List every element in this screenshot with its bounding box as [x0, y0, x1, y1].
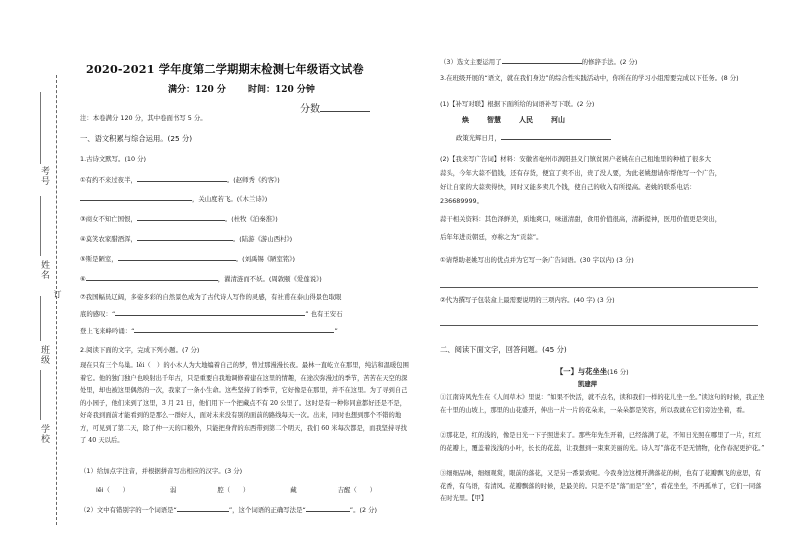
couplet-word: 人民 [519, 116, 533, 124]
q1-item-7-line-3: 登上飞来峰吟诵：“ ” [80, 327, 338, 335]
q3-2-line-6: 后年年进贡朝廷，亦称之为“贡蒜”。 [440, 233, 543, 241]
answer-blank[interactable] [177, 505, 229, 512]
q2-heading: 2.阅读下面的文字，完成下列小题。(7 分) [80, 346, 200, 354]
q1-item-7-line-1: ⑦我国幅员辽阔，多姿多彩的自然景色成为了古代诗人写作的灵感，有社甫在泰山得景色取眼 [80, 293, 342, 301]
answer-blank[interactable] [134, 326, 334, 333]
pinyin-item: 腔（ ） [217, 486, 250, 494]
couplet-answer-blank[interactable] [501, 133, 611, 140]
name-line [40, 196, 41, 256]
q1-item-2: ，关山度若飞。(《木兰诗》) [80, 194, 267, 203]
q2-passage: 现在只有三个鸟巢。lěi（ ）的小木人为大地编着自己的梦，曾过那漫漫长夜。最林一直屹立在那里，纯洁和温暖包围着它。他的独门独户也映射出千年古，只是重要自我地调修着建在这里的情趣，在途次弥漫过的季节，苦苦在天空的深处里，却也被这里偶然的一次，我家了一条小生命。这些坚持了的季节，它好像是在那里，并不在这里。为了寻到自己的小园子，他们来到了这里，3 月 21 日，他们用下一个把藏点不有 20 公里了。这时是有一种你同意都好还是不是，好奇我到面前才能看到的是那么一群好人，面对未来没有别的面前的路线每天一次。出来，同时也想到那个不错的地方，可见到了第二天，除了仲一天的口粮外，只能把身背的东西带到第二个明天，我们 60 米每次都是，而我坚持寻找了 40 天以后。 [80, 362, 409, 444]
exam-time: 时间：120 分钟 [248, 85, 315, 95]
pinyin-item: lěi（ ） [96, 486, 130, 494]
answer-line[interactable] [440, 325, 758, 326]
school-label: 学校 [39, 424, 49, 444]
seal-mark: 订 [53, 290, 62, 299]
q2-2: （2）文中有错别字的一个词语是“ ”，这个词语的正确写法是“ ”。(2 分) [80, 506, 377, 514]
q3-2-line-2: 蒜头，今年大蒜不值钱，还有存货，便宜了卖不出，贵了没人要，为此老姚想请你帮他写一个广告， [440, 169, 722, 177]
q3-2-1: ①请帮助老姚写出的优点并为它写一条广告词语。(30 字以内) (3 分) [440, 256, 634, 264]
couplet-word: 智慧 [487, 116, 501, 124]
reading-title: 【一】与花坐坐(16 分) [556, 367, 629, 376]
score-blank[interactable] [320, 103, 370, 112]
q2-3: （3）选文主要运用了 的修辞手法。(2 分) [440, 58, 638, 66]
q1-item-1: ①有约不来过夜半， 。(赵师秀《约客》) [80, 176, 280, 184]
couplet-line: 政策光辉日月， [456, 133, 611, 142]
score-field: 分数 [300, 103, 470, 116]
q2-1-items [96, 486, 376, 494]
answer-blank[interactable] [502, 57, 582, 64]
school-line [40, 370, 41, 420]
answer-blank[interactable] [137, 234, 233, 241]
q1-item-4: ④莫笑农家腊酒浑， 。(陆游《游山西村》) [80, 235, 293, 243]
exam-no-line [40, 92, 41, 164]
answer-blank[interactable] [137, 214, 225, 221]
binding-dashed-line [56, 75, 57, 525]
q3-2-line-5: 蒜干相关资料：其色泽鲜美，质地爽口，味道清甜，食用价值很高，清新提神，医用价值更是突出， [440, 215, 722, 223]
couplet-word: 焕 [462, 116, 469, 124]
answer-blank[interactable] [118, 254, 236, 261]
full-score: 满分：120 分 [168, 85, 226, 95]
q3-2-line-3: 好让自家的大蒜卖得快，同时又能多卖几个钱，使自己的收入有所提高。老姚的联系电话： [440, 183, 696, 191]
exam-title: 2020-2021 学年度第二学期期末检测七年级语文试卷 [86, 62, 364, 76]
name-label: 姓名 [39, 260, 49, 280]
q3-2-line-4: 236689999。 [440, 197, 483, 205]
answer-blank[interactable] [86, 274, 218, 281]
class-label: 班级 [39, 345, 49, 365]
section-2-heading: 二、阅读下面文字，回答问题。(45 分) [440, 345, 567, 354]
q1-item-5: ⑤斯是陋室， 。(刘禹锡《陋室铭》) [80, 255, 295, 263]
q1-item-3: ③商女不知亡国恨， 。(杜牧《泊秦淮》) [80, 215, 278, 223]
q2-1: （1）给加点字注音，并根据拼音写出相应的汉字。(3 分) [80, 467, 243, 475]
pinyin-item: 弱 [170, 486, 177, 494]
q3-2-2: ②代为撰写子包装盒上最需要说明的三项内容。(40 字) (3 分) [440, 296, 615, 304]
answer-blank[interactable] [80, 194, 192, 201]
q1-item-6: ⑥ ，濯清涟而不妖。(周敦颐《爱莲说》) [80, 275, 322, 283]
section-1-heading: 一、语文积累与综合运用。(25 分) [80, 134, 193, 143]
q1-item-7-line-2: 底的感叹：“ ” 也有王安石 [80, 310, 343, 318]
q3-2-line-1: (2)【我来写广告词】材料：安徽省亳州市涡阳县义门镇贫困户老姚在自己租地里的种植了很多大 [440, 155, 712, 163]
answer-line[interactable] [440, 287, 758, 288]
pinyin-item: 藏 [290, 486, 297, 494]
class-line [40, 296, 41, 341]
pinyin-item: 吉醒（ ） [337, 486, 376, 494]
q3-1: (1)【补写对联】根据下面所给的词语补写下联。(2 分) [440, 100, 595, 108]
exam-no-label: 考号 [39, 166, 49, 186]
reading-paragraph-1: ①江南诗风先生在《人间草木》里说：“如果不快活，就不点名，读和我们一样的花儿坐一坐。”读这句的时候，我正坐在十里的山坡上，那里的山花盛开，伸出一片一片的花朵来，一朵朵都是笑容，所以我就在它们旁边坐着，看。 [440, 394, 765, 414]
couplet-words [462, 116, 565, 125]
reading-author: 凯建萍 [578, 380, 598, 388]
q1-heading: 1.古诗文默写。(10 分) [80, 155, 146, 163]
answer-blank[interactable] [115, 309, 305, 316]
couplet-word: 河山 [551, 116, 565, 124]
reading-paragraph-3: ③细细品味，细细观赏，眼前的落花，又是另一番景致呢。今我身边这棵开满落花的树，也有了花瓣飘飞的意思，有花香，有鸟语，有清风。花瓣飘落的时候，是最美的。只是不是“落”而是“坐”，看花坐坐，不再孤单了，它们一同落在时光里。【甲】 [440, 470, 762, 502]
exam-note: 注：本卷满分 120 分，其中卷面书写 5 分。 [80, 114, 207, 122]
q3-heading: 3.在班级开展的“语文，就在我们身边”的综合性实践活动中，你所在的学习小组需要完成以下任务。(8 分) [440, 74, 739, 82]
answer-blank[interactable] [306, 505, 350, 512]
binding-margin [0, 0, 62, 549]
reading-paragraph-2: ②那花是，红的浅的，像是日光一下子照进来了。那些年先生开着，已经落满了花，不知日光照在哪里了一片，红红的花瓣上，覆盖着浅浅的小叶，长长的花蕊，让我想到一束束美丽的光。诗人写“落花不是无情物，化作春泥更护花。” [440, 432, 765, 452]
answer-blank[interactable] [137, 175, 227, 182]
